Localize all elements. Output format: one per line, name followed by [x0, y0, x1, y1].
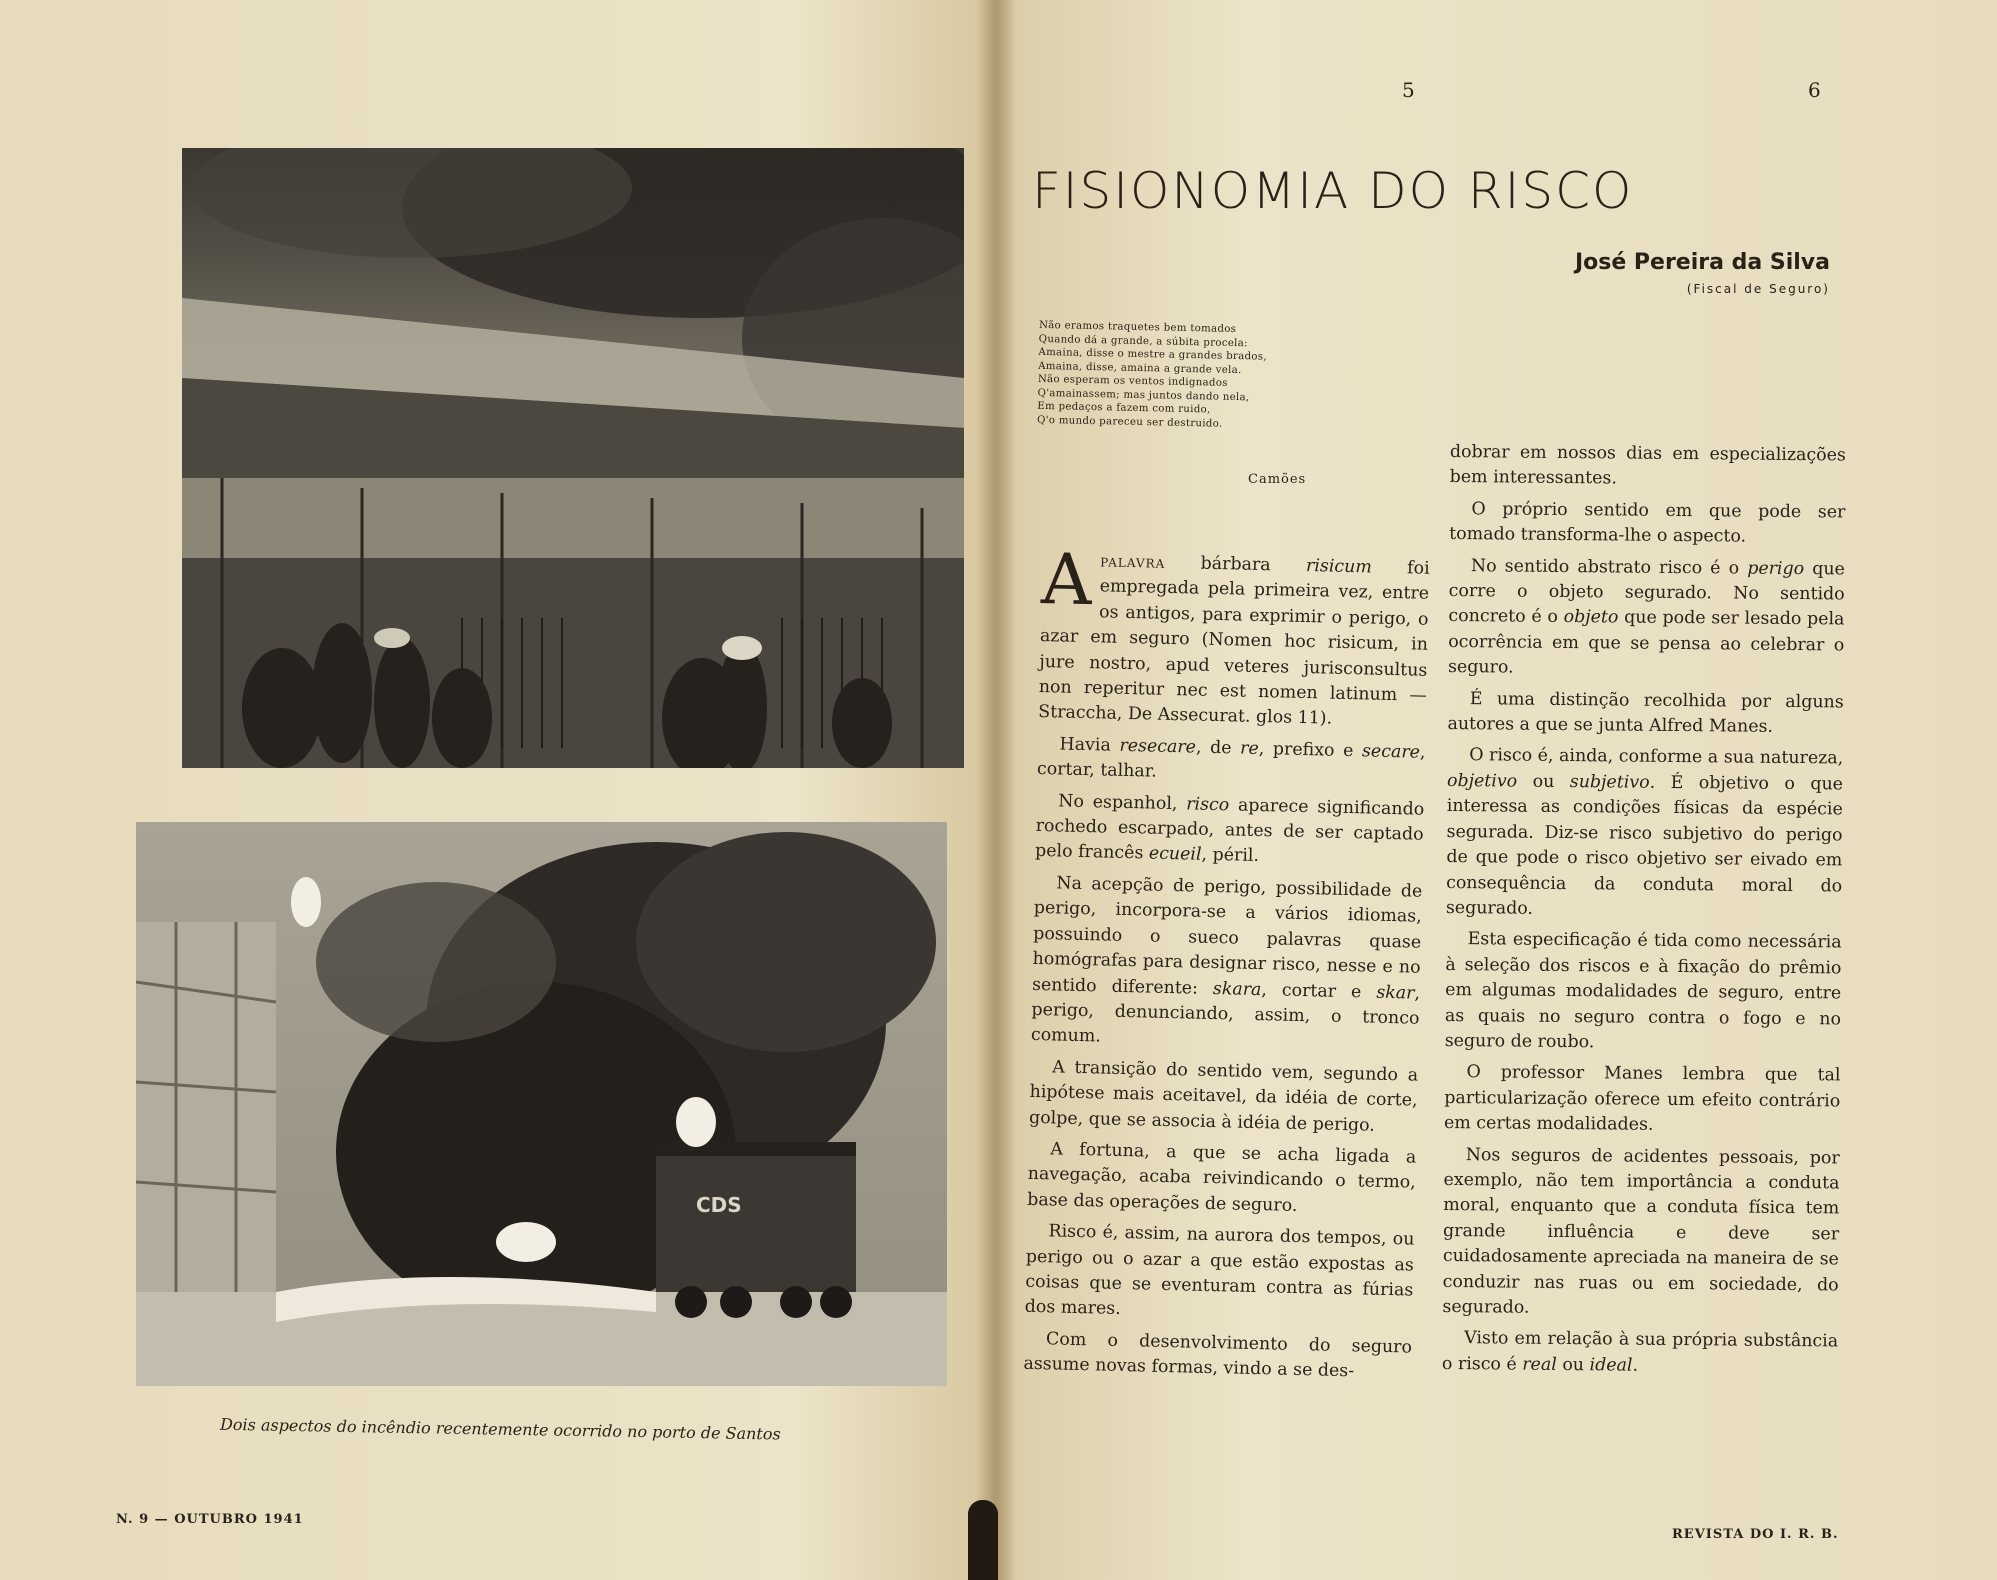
article-title: FISIONOMIA DO RISCO: [1032, 162, 1634, 220]
photo-fire-warehouse: [182, 148, 964, 768]
paragraph: Apalavra bárbara risicum foi empregada pela primeira vez, entre os antigos, para exprimir o perigo, o azar em seguro (Nomen hoc risicum, in jure nostro, apud veteres jurisconsultus non reperitur nec est nomen latinum — Straccha, De Assecurat. glos 11).: [1038, 538, 1430, 730]
epigraph-line: Amaina, disse, amaina a grande vela.: [1038, 360, 1242, 376]
paragraph: Esta especificação é tida como necessária à seleção dos riscos e à fixação do prêmio em algumas modalidades de seguro, entre as quais no seguro contra o fogo e no seguro de roubo.: [1444, 929, 1842, 1053]
paragraph: O professor Manes lembra que tal particularização oferece um efeito contrário em certas modalidades.: [1443, 1062, 1841, 1135]
paragraph: A fortuna, a que se acha ligada a navegação, acaba reivindicando o termo, base das operações de seguro.: [1026, 1139, 1417, 1216]
paragraph: Visto em relação à sua própria substância o risco é real ou ideal.: [1441, 1328, 1839, 1376]
epigraph-line: Em pedaços a fazem com ruido,: [1037, 400, 1211, 416]
article-column-2: [1442, 440, 1846, 1387]
paragraph: É uma distinção recolhida por alguns autores a que se junta Alfred Manes.: [1447, 688, 1844, 737]
paragraph: No sentido abstrato risco é o perigo que corre o objeto segurado. No sentido concreto é o objeto que pode ser lesado pela ocorrência em que se pensa ao celebrar o seguro.: [1447, 555, 1845, 678]
footer-journal: REVISTA DO I. R. B.: [1672, 1527, 1839, 1542]
epigraph-line: Q'o mundo pareceu ser destruido.: [1036, 414, 1223, 430]
binding-shadow: [968, 1500, 998, 1580]
paragraph: Com o desenvolvimento do seguro assume novas formas, vindo a se des-: [1023, 1329, 1413, 1382]
photo-caption: Dois aspectos do incêndio recentemente ocorrido no porto de Santos: [219, 1414, 781, 1444]
epigraph-line: Amaina, disse o mestre a grandes brados,: [1038, 346, 1267, 363]
article-column-1: [1023, 538, 1430, 1392]
footer-issue: N. 9 — OUTUBRO 1941: [116, 1512, 304, 1527]
paragraph: Havia resecare, de re, prefixo e secare, cortar, talhar.: [1036, 734, 1426, 782]
paragraph: dobrar em nossos dias em especializações bem interessantes.: [1449, 441, 1846, 489]
photo-fire-warehouse-graphic: [182, 148, 964, 768]
author-role: (Fiscal de Seguro): [1686, 282, 1830, 296]
epigraph-author: Camões: [1248, 472, 1307, 487]
page-number-6: 6: [1808, 78, 1821, 102]
page-gutter: [975, 0, 1015, 1580]
paragraph: A transição do sentido vem, segundo a hipótese mais aceitavel, da idéia de corte, golpe, que se associa à idéia de perigo.: [1028, 1057, 1419, 1136]
paragraph: Nos seguros de acidentes pessoais, por exemplo, não tem importância a conduta moral, enquanto que a conduta física tem grande influência e deve ser cuidadosamente apreciada na maneira de se conduzir nas ruas ou em sociedade, do segurado.: [1442, 1144, 1840, 1318]
paragraph: No espanhol, risco aparece significando rochedo escarpado, antes de ser captado pelo francês ecueil, péril.: [1034, 791, 1425, 867]
photo-fire-railcar-graphic: [136, 822, 947, 1386]
epigraph-line: Q'amainassem; mas juntos dando nela,: [1037, 387, 1250, 403]
photo-fire-railcar: [136, 822, 947, 1386]
article-author: José Pereira da Silva: [1574, 250, 1830, 275]
paragraph: Risco é, assim, na aurora dos tempos, ou perigo ou o azar a que estão expostas as coisas que se eventuram contra as fúrias dos mares.: [1024, 1221, 1415, 1320]
page-number-5: 5: [1402, 78, 1415, 102]
railcar-label: CDS: [696, 1193, 742, 1217]
epigraph: [1037, 319, 1339, 433]
epigraph-line: Não esperam os ventos indignados: [1037, 373, 1228, 389]
paragraph: Na acepção de perigo, possibilidade de perigo, incorpora-se a vários idiomas, possuindo o sueco palavras quase homógrafas para designar risco, nesse e no sentido diferente: skara, cortar e skar, perigo, denunciando, assim, o tronco comum.: [1030, 873, 1423, 1047]
paragraph: O próprio sentido em que pode ser tomado transforma-lhe o aspecto.: [1449, 499, 1846, 547]
paragraph: O risco é, ainda, conforme a sua natureza, objetivo ou subjetivo. É objetivo o que interessa as condições físicas da espécie segurada. Diz-se risco subjetivo do perigo de que pode o risco objetivo ser eivado em consequência da conduta moral do segurado.: [1445, 745, 1844, 919]
drop-cap: A: [1040, 538, 1093, 622]
epigraph-line: Não eramos traquetes bem tomados: [1038, 319, 1237, 335]
epigraph-line: Quando dá a grande, a súbita procela:: [1038, 333, 1248, 349]
